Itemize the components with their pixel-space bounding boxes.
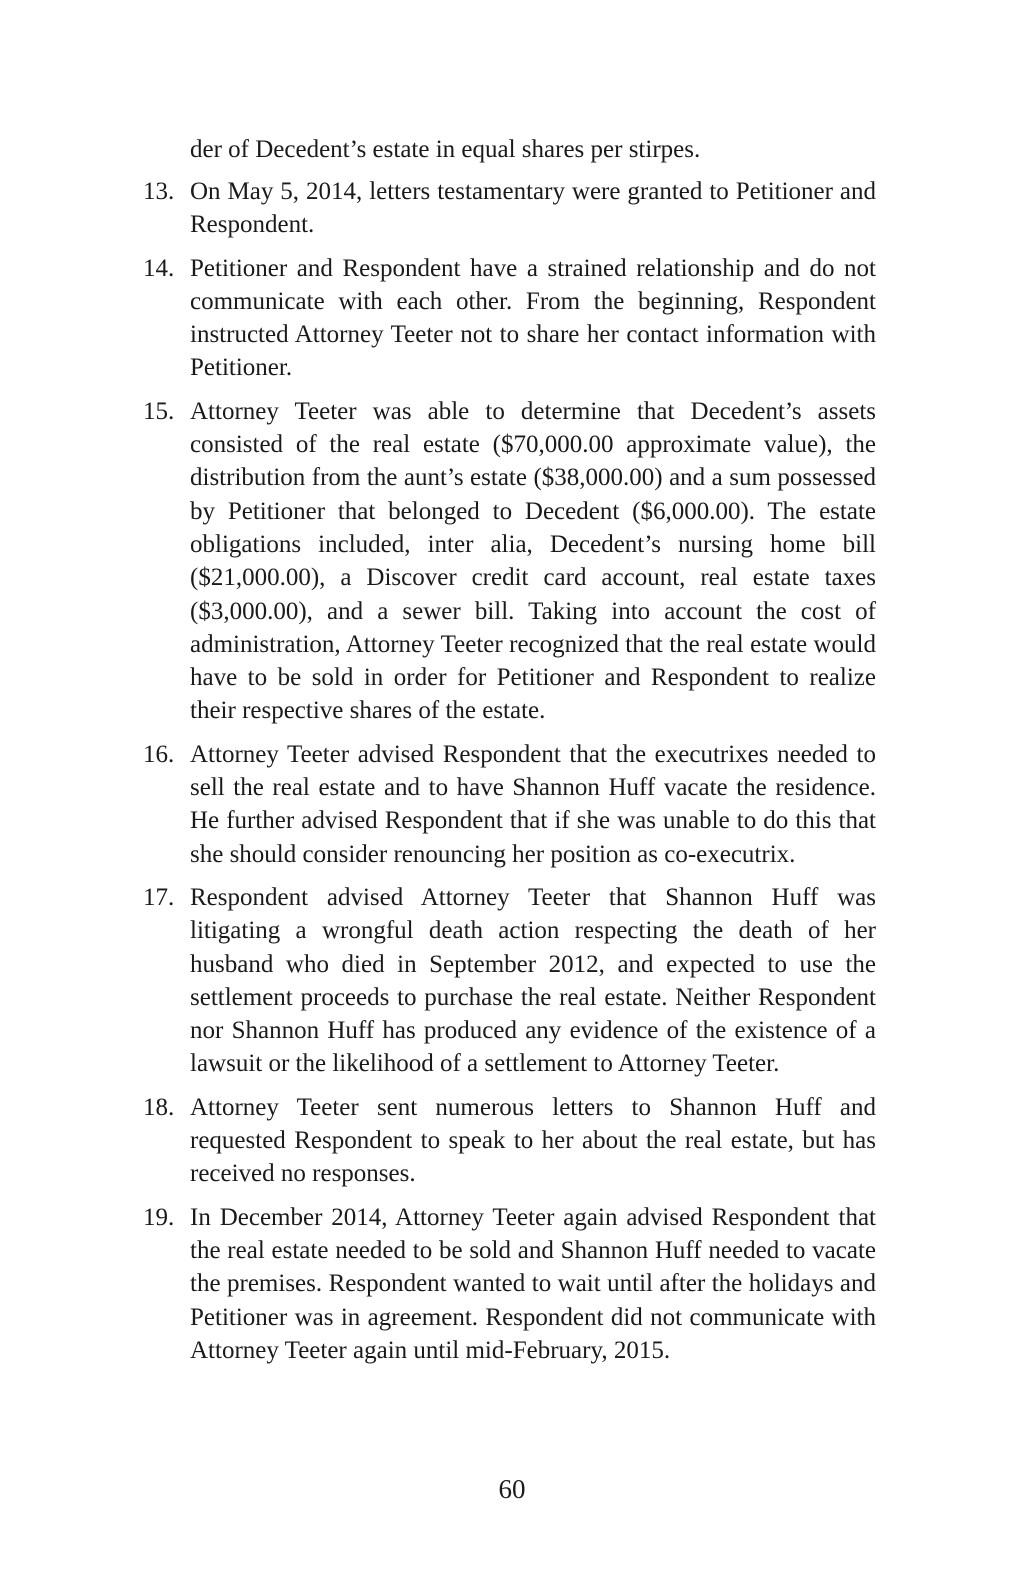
paragraph-text: In December 2014, Attorney Teeter again advised Respondent that the real estate needed to be sold and Shannon Huff needed to vacate the premises. Respondent wanted to wait until after the holidays and Petitioner was in agreement. Respondent did not communicate with Attorney Teeter again until mid-February, 2015. xyxy=(190,1203,876,1364)
paragraph-text: Attorney Teeter was able to determine that Decedent’s assets consisted of the real estate ($70,000.00 approximate value), the distribution from the aunt’s estate ($38,000.00) and a sum possessed by Petitioner that belonged to Decedent ($6,000.00). The estate obligations included, inter alia, Decedent’s nursing home bill ($21,000.00), a Discover credit card account, real estate taxes ($3,000.00), and a sewer bill. Taking into account the cost of administration, Attorney Teeter recognized that the real estate would have to be sold in order for Petitioner and Respondent to realize their respective shares of the estate. xyxy=(190,397,876,725)
paragraph-13 xyxy=(0,175,1024,242)
paragraph-number: 18. xyxy=(143,1093,175,1121)
paragraph-15 xyxy=(0,395,1024,728)
paragraph-17 xyxy=(0,881,1024,1081)
paragraph-text: Respondent advised Attorney Teeter that Shannon Huff was litigating a wrongful death action respecting the death of her husband who died in September 2012, and expected to use the settlement proceeds to purchase the real estate. Neither Respondent nor Shannon Huff has produced any evidence of the existence of a lawsuit or the likelihood of a settlement to Attorney Teeter. xyxy=(190,883,876,1078)
paragraph-number: 13. xyxy=(143,178,175,205)
paragraph-number: 15. xyxy=(143,397,175,425)
paragraph-number: 14. xyxy=(143,254,175,282)
paragraph-text: Attorney Teeter sent numerous letters to Shannon Huff and requested Respondent to speak to her about the real estate, but has received no responses. xyxy=(190,1093,876,1188)
paragraph-text: Petitioner and Respondent have a strained relationship and do not communicate with each other. From the beginning, Respondent instructed Attorney Teeter not to share her contact information with Petitioner. xyxy=(190,254,876,382)
page-number: 60 xyxy=(498,1474,526,1504)
continuation-text: der of Decedent’s estate in equal shares per stirpes. xyxy=(190,136,701,163)
paragraph-19 xyxy=(0,1201,1024,1367)
paragraph-number: 16. xyxy=(143,740,175,768)
paragraph-text: On May 5, 2014, letters testamentary were granted to Petitioner and Respondent. xyxy=(190,178,876,239)
paragraph-number: 19. xyxy=(143,1203,175,1231)
numbered-paragraph-list xyxy=(0,175,1024,1377)
paragraph-text: Attorney Teeter advised Respondent that the executrixes needed to sell the real estate and to have Shannon Huff vacate the residence. He further advised Respondent that if she was unable to do this that she should consider renouncing her position as co-executrix. xyxy=(190,740,876,868)
paragraph-16 xyxy=(0,738,1024,871)
paragraph-18 xyxy=(0,1091,1024,1191)
paragraph-number: 17. xyxy=(143,883,175,911)
paragraph-14 xyxy=(0,252,1024,385)
